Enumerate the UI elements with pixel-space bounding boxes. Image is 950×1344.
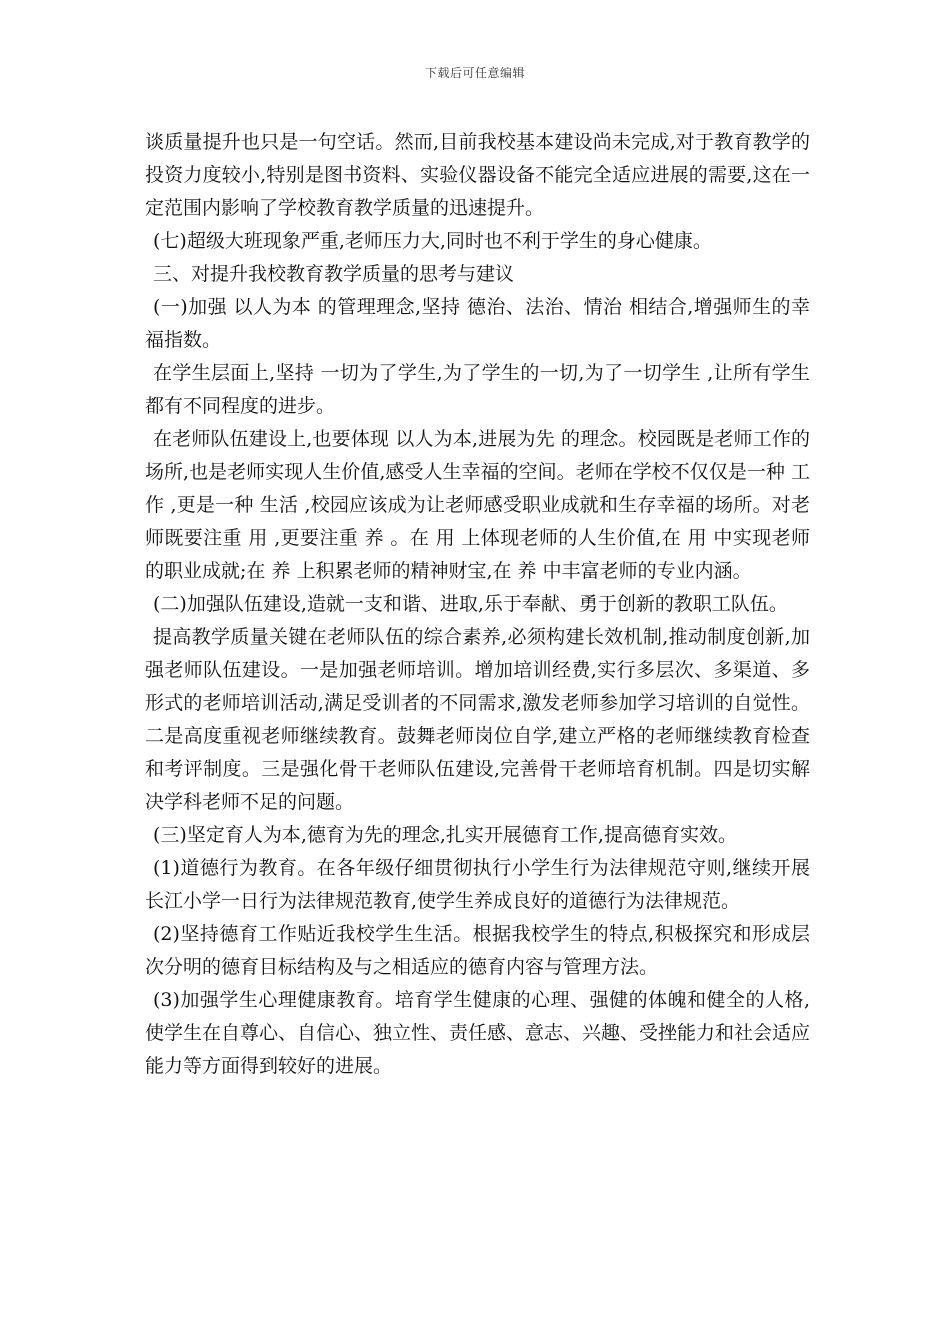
paragraph-item-7: (七)超级大班现象严重,老师压力大,同时也不利于学生的身心健康。 [153, 230, 712, 252]
paragraph-moral-behavior: (1)道德行为教育。在各年级仔细贯彻执行小学生行为法律规范守则,继续开展长江小学一日行为法律规范教育,使学生养成良好的道德行为法律规范。 [145, 857, 810, 912]
paragraph-point-3: (三)坚定育人为本,德育为先的理念,扎实开展德育工作,提高德育实效。 [153, 824, 737, 846]
paragraph-teacher-team: 在老师队伍建设上,也要体现 以人为本,进展为先 的理念。校园既是老师工作的场所,也是老师实现人生价值,感受人生幸福的空间。老师在学校不仅仅是一种 工作 ,更是一种 生活 ,校园应该成为让老师感受职业成就和生存幸福的场所。对老师既要注重 用 ,更要注重 养 。在 用 上体现老师的人生价值,在 用 中实现老师的职业成就;在 养 上积累老师的精神财宝,在 养 中丰富老师的专业内涵。 [145, 428, 810, 582]
section-heading-3: 三、对提升我校教育教学质量的思考与建议 [153, 263, 515, 285]
paragraph-point-2: (二)加强队伍建设,造就一支和谐、进取,乐于奉献、勇于创新的教职工队伍。 [153, 593, 788, 615]
document-body [145, 126, 810, 1083]
paragraph-moral-life: (2)坚持德育工作贴近我校学生生活。根据我校学生的特点,积极探究和形成层次分明的德育目标结构及与之相适应的德育内容与管理方法。 [145, 923, 810, 978]
paragraph-student-level: 在学生层面上,坚持 一切为了学生,为了学生的一切,为了一切学生 ,让所有学生都有不同程度的进步。 [145, 362, 810, 417]
paragraph-quality-intro: 谈质量提升也只是一句空话。然而,目前我校基本建设尚未完成,对于教育教学的投资力度较小,特别是图书资料、实验仪器设备不能完全适应进展的需要,这在一定范围内影响了学校教育教学质量的迅速提升。 [145, 131, 810, 219]
paragraph-point-1: (一)加强 以人为本 的管理理念,坚持 德治、法治、情治 相结合,增强师生的幸福指数。 [145, 296, 810, 351]
page-header: 下载后可任意编辑 [424, 66, 525, 80]
paragraph-mental-health: (3)加强学生心理健康教育。培育学生健康的心理、强健的体魄和健全的人格,使学生在自尊心、自信心、独立性、责任感、意志、兴趣、受挫能力和社会适应能力等方面得到较好的进展。 [145, 989, 811, 1077]
paragraph-teacher-quality: 提高教学质量关键在老师队伍的综合素养,必须构建长效机制,推动制度创新,加强老师队伍建设。一是加强老师培训。增加培训经费,实行多层次、多渠道、多形式的老师培训活动,满足受训者的不同需求,激发老师参加学习培训的自觉性。二是高度重视老师继续教育。鼓舞老师岗位自学,建立严格的老师继续教育检查和考评制度。三是强化骨干老师队伍建设,完善骨干老师培育机制。四是切实解决学科老师不足的问题。 [145, 626, 810, 813]
